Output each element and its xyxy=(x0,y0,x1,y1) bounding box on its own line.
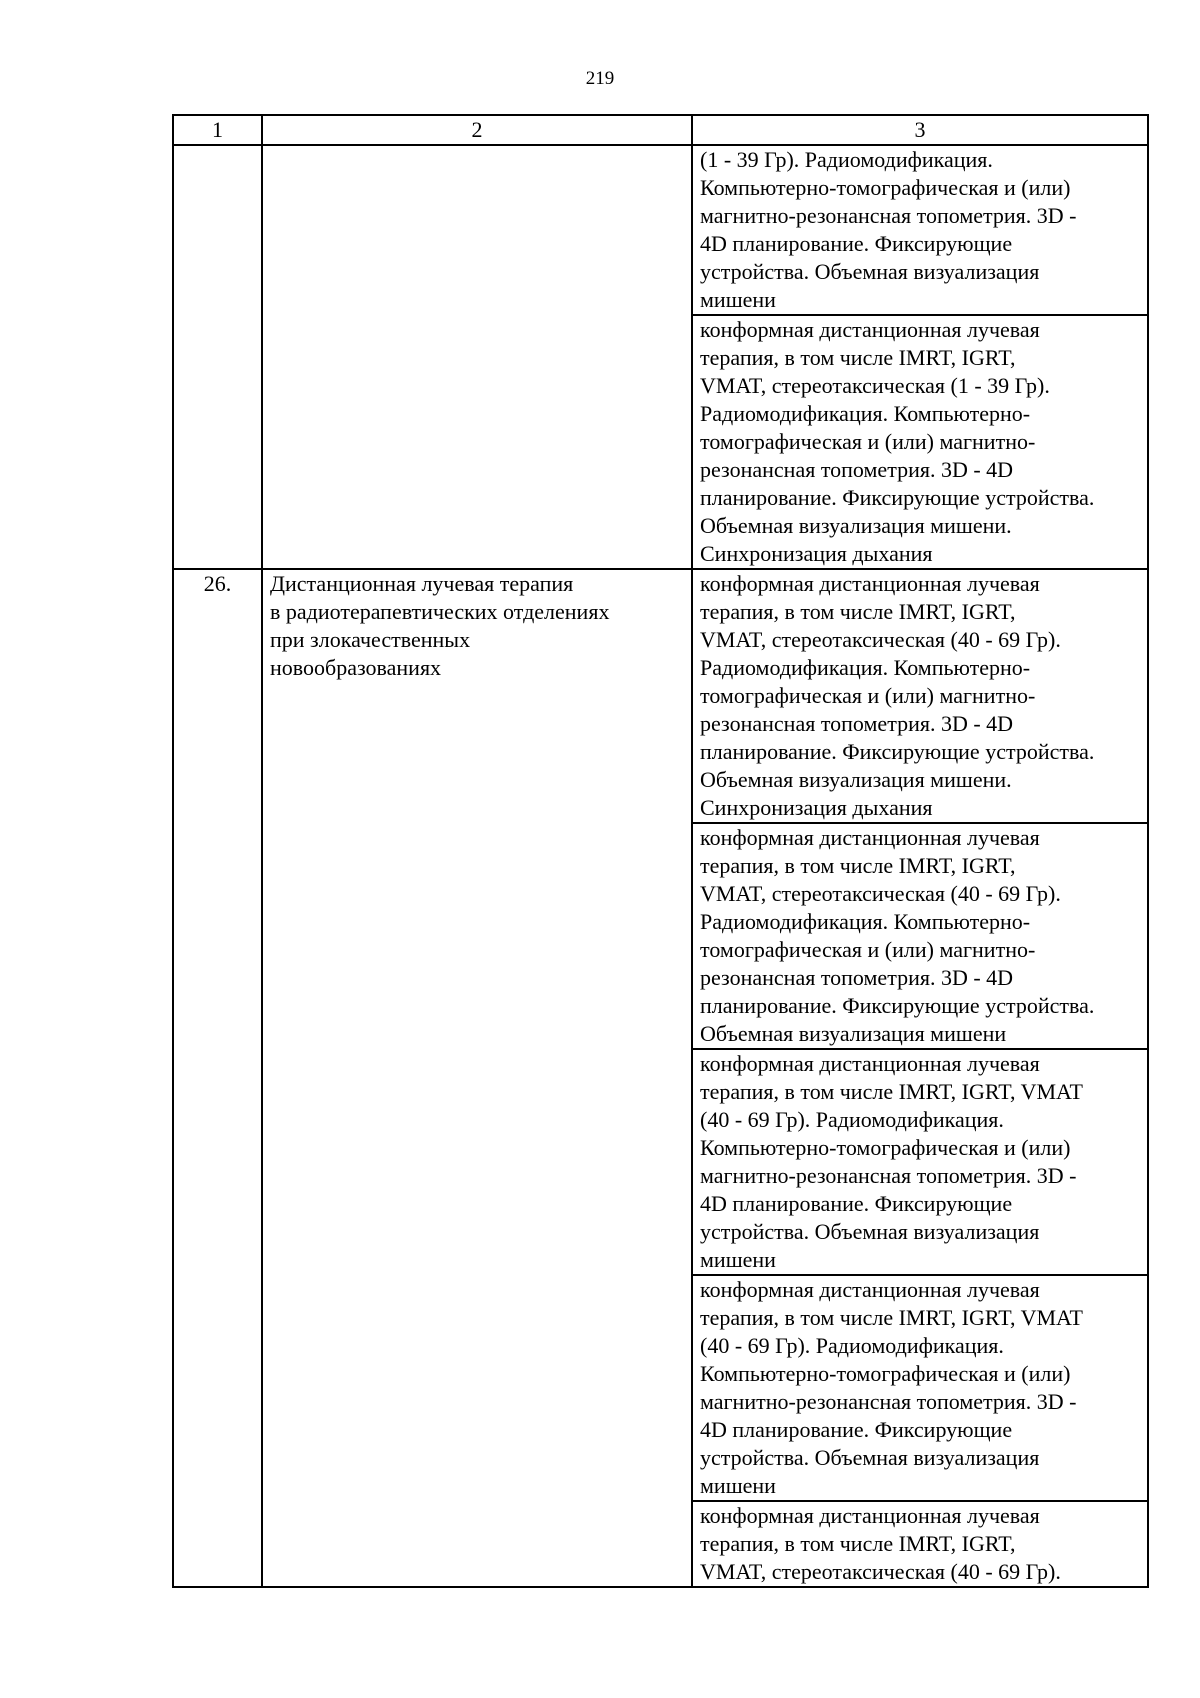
text-line: томографическая и (или) магнитно- xyxy=(700,937,1036,962)
text-line: 4D планирование. Фиксирующие xyxy=(700,1417,1013,1442)
header-col-2: 2 xyxy=(262,115,692,145)
text-line: устройства. Объемная визуализация xyxy=(700,1445,1040,1470)
continuation-col-1 xyxy=(173,145,262,569)
page-number: 219 xyxy=(585,68,615,89)
text-line: (40 - 69 Гр). Радиомодификация. xyxy=(700,1107,1004,1132)
text-line: мишени xyxy=(700,1473,776,1498)
text-line: VMAT, стереотаксическая (1 - 39 Гр). xyxy=(700,373,1050,398)
text-line: (1 - 39 Гр). Радиомодификация. xyxy=(700,147,993,172)
text-line: терапия, в том числе IMRT, IGRT, VMAT xyxy=(700,1305,1083,1330)
text-line: конформная дистанционная лучевая xyxy=(700,825,1040,850)
text-line: резонансная топометрия. 3D - 4D xyxy=(700,965,1014,990)
text-line: VMAT, стереотаксическая (40 - 69 Гр). xyxy=(700,881,1061,906)
text-line: планирование. Фиксирующие устройства. xyxy=(700,485,1095,510)
text-line: резонансная топометрия. 3D - 4D xyxy=(700,457,1014,482)
text-line: резонансная топометрия. 3D - 4D xyxy=(700,711,1014,736)
header-col-1: 1 xyxy=(173,115,262,145)
continuation-col-2 xyxy=(262,145,692,569)
row-26-description xyxy=(262,569,692,1587)
text-line: Компьютерно-томографическая и (или) xyxy=(700,175,1071,200)
text-line: Радиомодификация. Компьютерно- xyxy=(700,909,1031,934)
continuation-col3-a xyxy=(692,145,1148,315)
text-line: Объемная визуализация мишени. xyxy=(700,767,1012,792)
text-line: Радиомодификация. Компьютерно- xyxy=(700,655,1031,680)
text-line: устройства. Объемная визуализация xyxy=(700,259,1040,284)
text-line: (40 - 69 Гр). Радиомодификация. xyxy=(700,1333,1004,1358)
text-line: Компьютерно-томографическая и (или) xyxy=(700,1135,1071,1160)
text-line: при злокачественных xyxy=(270,627,471,652)
text-line: Компьютерно-томографическая и (или) xyxy=(700,1361,1071,1386)
text-line: магнитно-резонансная топометрия. 3D - xyxy=(700,203,1077,228)
text-line: терапия, в том числе IMRT, IGRT, xyxy=(700,1531,1016,1556)
text-line: Объемная визуализация мишени xyxy=(700,1021,1007,1046)
text-line: VMAT, стереотаксическая (40 - 69 Гр). xyxy=(700,627,1061,652)
row-26-method-5 xyxy=(692,1501,1148,1587)
text-line: терапия, в том числе IMRT, IGRT, xyxy=(700,345,1016,370)
text-line: конформная дистанционная лучевая xyxy=(700,1503,1040,1528)
table-header-row xyxy=(173,115,1148,145)
row-26-method-3 xyxy=(692,1049,1148,1275)
row-26-method-1 xyxy=(692,569,1148,823)
text-line: конформная дистанционная лучевая xyxy=(700,317,1040,342)
text-line: 4D планирование. Фиксирующие xyxy=(700,1191,1013,1216)
text-line: 4D планирование. Фиксирующие xyxy=(700,231,1013,256)
row-26-number: 26. xyxy=(173,569,262,1587)
text-line: томографическая и (или) магнитно- xyxy=(700,429,1036,454)
text-line: терапия, в том числе IMRT, IGRT, VMAT xyxy=(700,1079,1083,1104)
text-line: томографическая и (или) магнитно- xyxy=(700,683,1036,708)
text-line: Синхронизация дыхания xyxy=(700,795,933,820)
text-line: конформная дистанционная лучевая xyxy=(700,1051,1040,1076)
text-line: планирование. Фиксирующие устройства. xyxy=(700,739,1095,764)
text-line: магнитно-резонансная топометрия. 3D - xyxy=(700,1389,1077,1414)
text-line: устройства. Объемная визуализация xyxy=(700,1219,1040,1244)
header-col-3: 3 xyxy=(692,115,1148,145)
row-26-entry-1 xyxy=(173,569,1148,823)
text-line: Объемная визуализация мишени. xyxy=(700,513,1012,538)
row-26-method-4 xyxy=(692,1275,1148,1501)
treatment-table xyxy=(172,114,1149,1588)
text-line: планирование. Фиксирующие устройства. xyxy=(700,993,1095,1018)
text-line: терапия, в том числе IMRT, IGRT, xyxy=(700,853,1016,878)
text-line: терапия, в том числе IMRT, IGRT, xyxy=(700,599,1016,624)
text-line: магнитно-резонансная топометрия. 3D - xyxy=(700,1163,1077,1188)
text-line: конформная дистанционная лучевая xyxy=(700,1277,1040,1302)
text-line: мишени xyxy=(700,287,776,312)
continuation-col3-b xyxy=(692,315,1148,569)
text-line: Дистанционная лучевая терапия xyxy=(270,571,574,596)
text-line: VMAT, стереотаксическая (40 - 69 Гр). xyxy=(700,1559,1061,1584)
continuation-row-a xyxy=(173,145,1148,315)
row-26-method-2 xyxy=(692,823,1148,1049)
text-line: новообразованиях xyxy=(270,655,442,680)
text-line: мишени xyxy=(700,1247,776,1272)
text-line: Синхронизация дыхания xyxy=(700,541,933,566)
text-line: конформная дистанционная лучевая xyxy=(700,571,1040,596)
text-line: в радиотерапевтических отделениях xyxy=(270,599,610,624)
text-line: Радиомодификация. Компьютерно- xyxy=(700,401,1031,426)
